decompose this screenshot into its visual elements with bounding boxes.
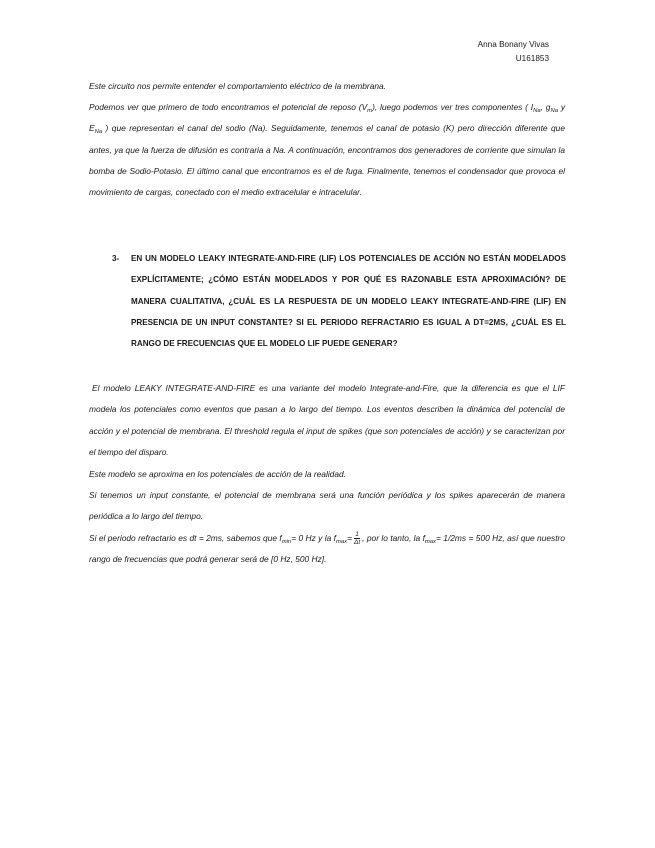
question-line: EXPLÍCITAMENTE; ¿CÓMO ESTÁN MODELADOS Y POR QUÉ ES RAZONABLE ESTA APROXIMACIÓN? DE [131,275,566,285]
fraction-one-over-delta-t: $\frac{1}{\Delta t}$ [354,531,361,547]
question-line: MANERA CUALITATIVA, ¿CUÁL ES LA RESPUESTA DE UN MODELO LEAKY INTEGRATE-AND-FIRE (LIF) EN [131,296,566,306]
question-line: EN UN MODELO LEAKY INTEGRATE-AND-FIRE (LIF) LOS POTENCIALES DE ACCIÓN NO ESTÁN MODELADOS [131,254,566,263]
question-line: RANGO DE FRECUENCIAS QUE EL MODELO LIF PUEDE GENERAR? [131,339,398,349]
author-name: Anna Bonany Vivas [477,40,549,49]
question-text [131,248,566,354]
answer-paragraph-3: Si el periodo refractario es dt = 2ms, sabemos que $f_{min}= 0$ Hz y la $f_{max}=$ $\frac{1}{\Delta t}$ , por lo tanto, la $f_{max}= 1/2ms = 500$ Hz, así que nuestro rango de frecuencias que podrá generar será de [0 Hz, 500 Hz]. [89,531,565,565]
intro-paragraph: Podemos ver que primero de todo encontramos el potencial de reposo $(V_m)$, luego podemos ver tres componentes ( $I_{Na}$, $g_{Na}$ y $E_{Na}$ ) que representan el canal del sodio (Na). Seguidamente, tenemos el canal de potasio (K) pero dirección diferente que antes, ya que la fuerza de difusión es contraria a Na. A continuación, encontramos dos generadores de corriente que simulan la bomba de Sodio-Potasio. El último canal que encontramos es el de fuga. Finalmente, tenemos el condensador que provoca el movimiento de cargas, conectado con el medio extracelular e intracelular. [89,102,566,198]
intro-first-line: Este circuito nos permite entender el comportamiento eléctrico de la membrana. [89,81,386,91]
answer-paragraph-1-last: Este modelo se aproxima en los potenciales de acción de la realidad. [89,469,346,479]
student-id: U161853 [515,54,549,63]
answer-paragraph-1: El modelo LEAKY INTEGRATE-AND-FIRE es una variante del modelo Integrate-and-Fire, que la diferencia es que el LIF modela los potenciales como eventos que pasan a lo largo del tiempo. Los eventos describen la dinámica del potencial de acción y el potencial de membrana. El threshold regula el input de spikes (que son potenciales de acción) y se caracterizan por el tiempo del disparo. [89,383,565,457]
answer-paragraph-2: Si tenemos un input constante, el potencial de membrana será una función periódica y los spikes aparecerán de manera periódica a lo largo del tiempo. [89,490,565,522]
question-number: 3- [112,254,120,263]
question-line: PRESENCIA DE UN INPUT CONSTANTE? SI EL PERIODO REFRACTARIO ES IGUAL A DT=2MS, ¿CUÁL ES EL [131,317,566,327]
document-header [478,38,549,66]
